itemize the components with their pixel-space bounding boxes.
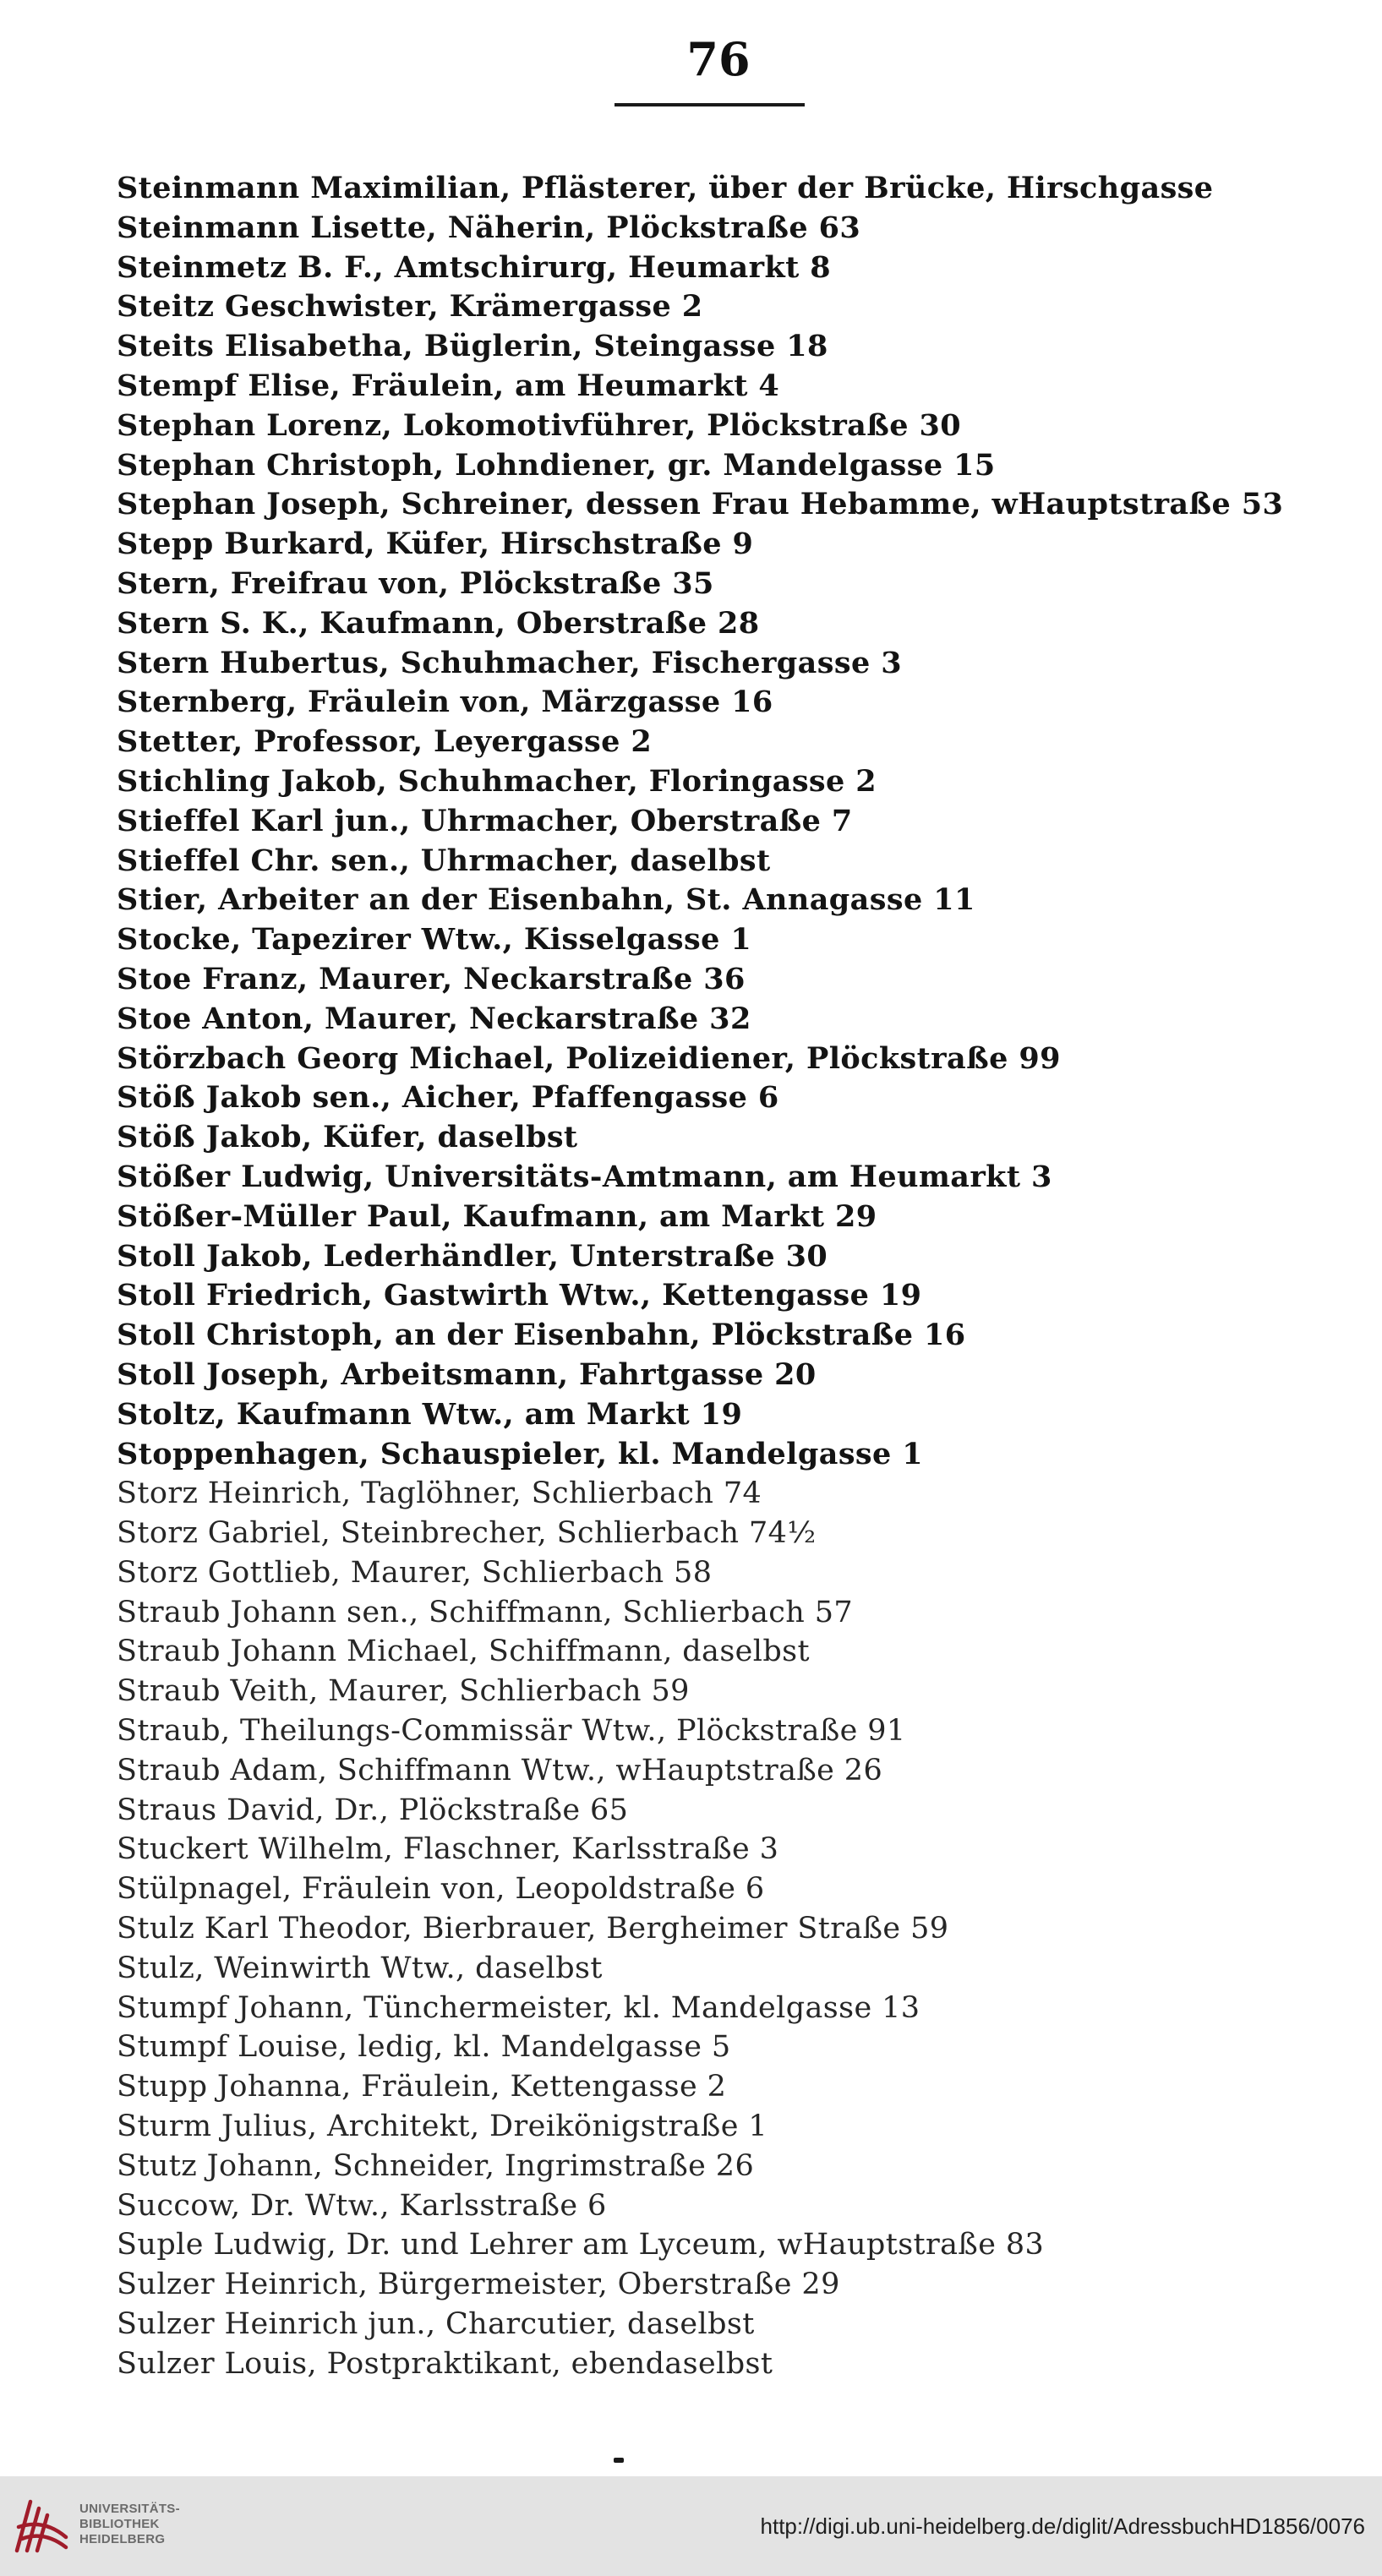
address-entry: Stulz Karl Theodor, Bierbrauer, Bergheimer Straße 59 [117, 1912, 949, 1946]
address-entry: Straub Veith, Maurer, Schlierbach 59 [117, 1674, 690, 1709]
address-entry: Stutz Johann, Schneider, Ingrimstraße 26 [117, 2148, 755, 2183]
address-entry: Succow, Dr. Wtw., Karlsstraße 6 [117, 2188, 607, 2223]
address-entry: Stöß Jakob sen., Aicher, Pfaffengasse 6 [117, 1080, 779, 1116]
address-entry: Stephan Christoph, Lohndiener, gr. Mandelgasse 15 [117, 447, 996, 483]
ub-heidelberg-logo-icon [10, 2493, 74, 2557]
address-entry: Stoe Anton, Maurer, Neckarstraße 32 [117, 1001, 751, 1036]
page-number: 76 [686, 32, 751, 86]
address-entry: Storz Gabriel, Steinbrecher, Schlierbach 74½ [117, 1516, 817, 1551]
address-entry: Stichling Jakob, Schuhmacher, Floringasse 2 [117, 763, 877, 799]
address-entry: Straub, Theilungs-Commissär Wtw., Plöckstraße 91 [117, 1714, 906, 1749]
address-entry: Stern S. K., Kaufmann, Oberstraße 28 [117, 605, 760, 641]
address-entry: Steinmetz B. F., Amtschirurg, Heumarkt 8 [117, 249, 831, 285]
address-entry: Sturm Julius, Architekt, Dreikönigstraße 1 [117, 2109, 768, 2144]
address-entry: Stieffel Chr. sen., Uhrmacher, daselbst [117, 843, 771, 878]
address-entry: Stößer-Müller Paul, Kaufmann, am Markt 29 [117, 1198, 877, 1234]
address-entry: Steinmann Maximilian, Pflästerer, über der Brücke, Hirschgasse [117, 171, 1214, 205]
address-entry: Stoll Friedrich, Gastwirth Wtw., Kettengasse 19 [117, 1278, 922, 1313]
address-entry: Stöß Jakob, Küfer, daselbst [117, 1120, 578, 1155]
address-entry: Steitz Geschwister, Krämergasse 2 [117, 289, 703, 325]
address-entry: Stoll Christoph, an der Eisenbahn, Plöckstraße 16 [117, 1318, 966, 1353]
address-entry: Sulzer Heinrich jun., Charcutier, daselbst [117, 2307, 755, 2342]
address-entry: Stetter, Professor, Leyergasse 2 [117, 724, 653, 760]
address-entry: Störzbach Georg Michael, Polizeidiener, Plöckstraße 99 [117, 1040, 1061, 1076]
address-entry: Stepp Burkard, Küfer, Hirschstraße 9 [117, 527, 754, 562]
address-entry: Stoppenhagen, Schauspieler, kl. Mandelgasse 1 [117, 1436, 924, 1471]
library-name-line: UNIVERSITÄTS- [79, 2502, 180, 2516]
address-entry: Stephan Lorenz, Lokomotivführer, Plöckstraße 30 [117, 407, 962, 443]
address-entry: Stoltz, Kaufmann Wtw., am Markt 19 [117, 1396, 743, 1432]
address-entry: Stieffel Karl jun., Uhrmacher, Oberstraße 7 [117, 803, 853, 838]
address-entry: Sulzer Heinrich, Bürgermeister, Oberstraße 29 [117, 2268, 840, 2302]
address-entry: Stülpnagel, Fräulein von, Leopoldstraße 6 [117, 1872, 765, 1907]
address-entry: Stephan Joseph, Schreiner, dessen Frau Hebamme, wHauptstraße 53 [117, 487, 1284, 522]
address-entry: Stuckert Wilhelm, Flaschner, Karlsstraße 3 [117, 1832, 779, 1867]
address-entry: Storz Heinrich, Taglöhner, Schlierbach 74 [117, 1476, 762, 1511]
address-entry: Straub Johann Michael, Schiffmann, daselbst [117, 1635, 811, 1669]
address-entry-list [117, 169, 1359, 2384]
address-entry: Stumpf Louise, ledig, kl. Mandelgasse 5 [117, 2030, 731, 2065]
address-entry: Straub Adam, Schiffmann Wtw., wHauptstraße 26 [117, 1753, 883, 1787]
address-entry: Steinmann Lisette, Näherin, Plöckstraße 63 [117, 210, 861, 245]
library-name-line: HEIDELBERG [79, 2532, 166, 2546]
library-name [79, 2502, 180, 2547]
address-entry: Stulz, Weinwirth Wtw., daselbst [117, 1951, 603, 1985]
address-entry: Sternberg, Fräulein von, Märzgasse 16 [117, 685, 773, 720]
address-entry: Storz Gottlieb, Maurer, Schlierbach 58 [117, 1555, 713, 1590]
address-entry: Stern Hubertus, Schuhmacher, Fischergasse 3 [117, 645, 902, 680]
address-entry: Suple Ludwig, Dr. und Lehrer am Lyceum, wHauptstraße 83 [117, 2228, 1045, 2262]
address-entry: Sulzer Louis, Postpraktikant, ebendaselbst [117, 2346, 773, 2381]
bottom-mark [614, 2458, 624, 2463]
address-entry: Straub Johann sen., Schiffmann, Schlierbach 57 [117, 1595, 854, 1629]
footer-bar [0, 2476, 1382, 2576]
address-entry: Stoll Jakob, Lederhändler, Unterstraße 30 [117, 1238, 828, 1274]
address-entry: Stern, Freifrau von, Plöckstraße 35 [117, 565, 714, 601]
header-rule [615, 103, 805, 106]
address-entry: Stupp Johanna, Fräulein, Kettengasse 2 [117, 2070, 727, 2104]
address-entry: Stoe Franz, Maurer, Neckarstraße 36 [117, 961, 746, 996]
address-entry: Stößer Ludwig, Universitäts-Amtmann, am Heumarkt 3 [117, 1159, 1052, 1194]
address-entry: Stier, Arbeiter an der Eisenbahn, St. Annagasse 11 [117, 882, 975, 918]
address-entry: Stempf Elise, Fräulein, am Heumarkt 4 [117, 368, 780, 403]
address-entry: Stocke, Tapezirer Wtw., Kisselgasse 1 [117, 922, 752, 958]
library-name-line: BIBLIOTHEK [79, 2517, 160, 2531]
address-entry: Steits Elisabetha, Büglerin, Steingasse 18 [117, 329, 828, 364]
address-entry: Straus David, Dr., Plöckstraße 65 [117, 1793, 629, 1827]
address-entry: Stoll Joseph, Arbeitsmann, Fahrtgasse 20 [117, 1356, 817, 1392]
source-url[interactable]: http://digi.ub.uni-heidelberg.de/diglit/AdressbuchHD1856/0076 [760, 2513, 1365, 2539]
address-entry: Stumpf Johann, Tünchermeister, kl. Mandelgasse 13 [117, 1990, 920, 2025]
